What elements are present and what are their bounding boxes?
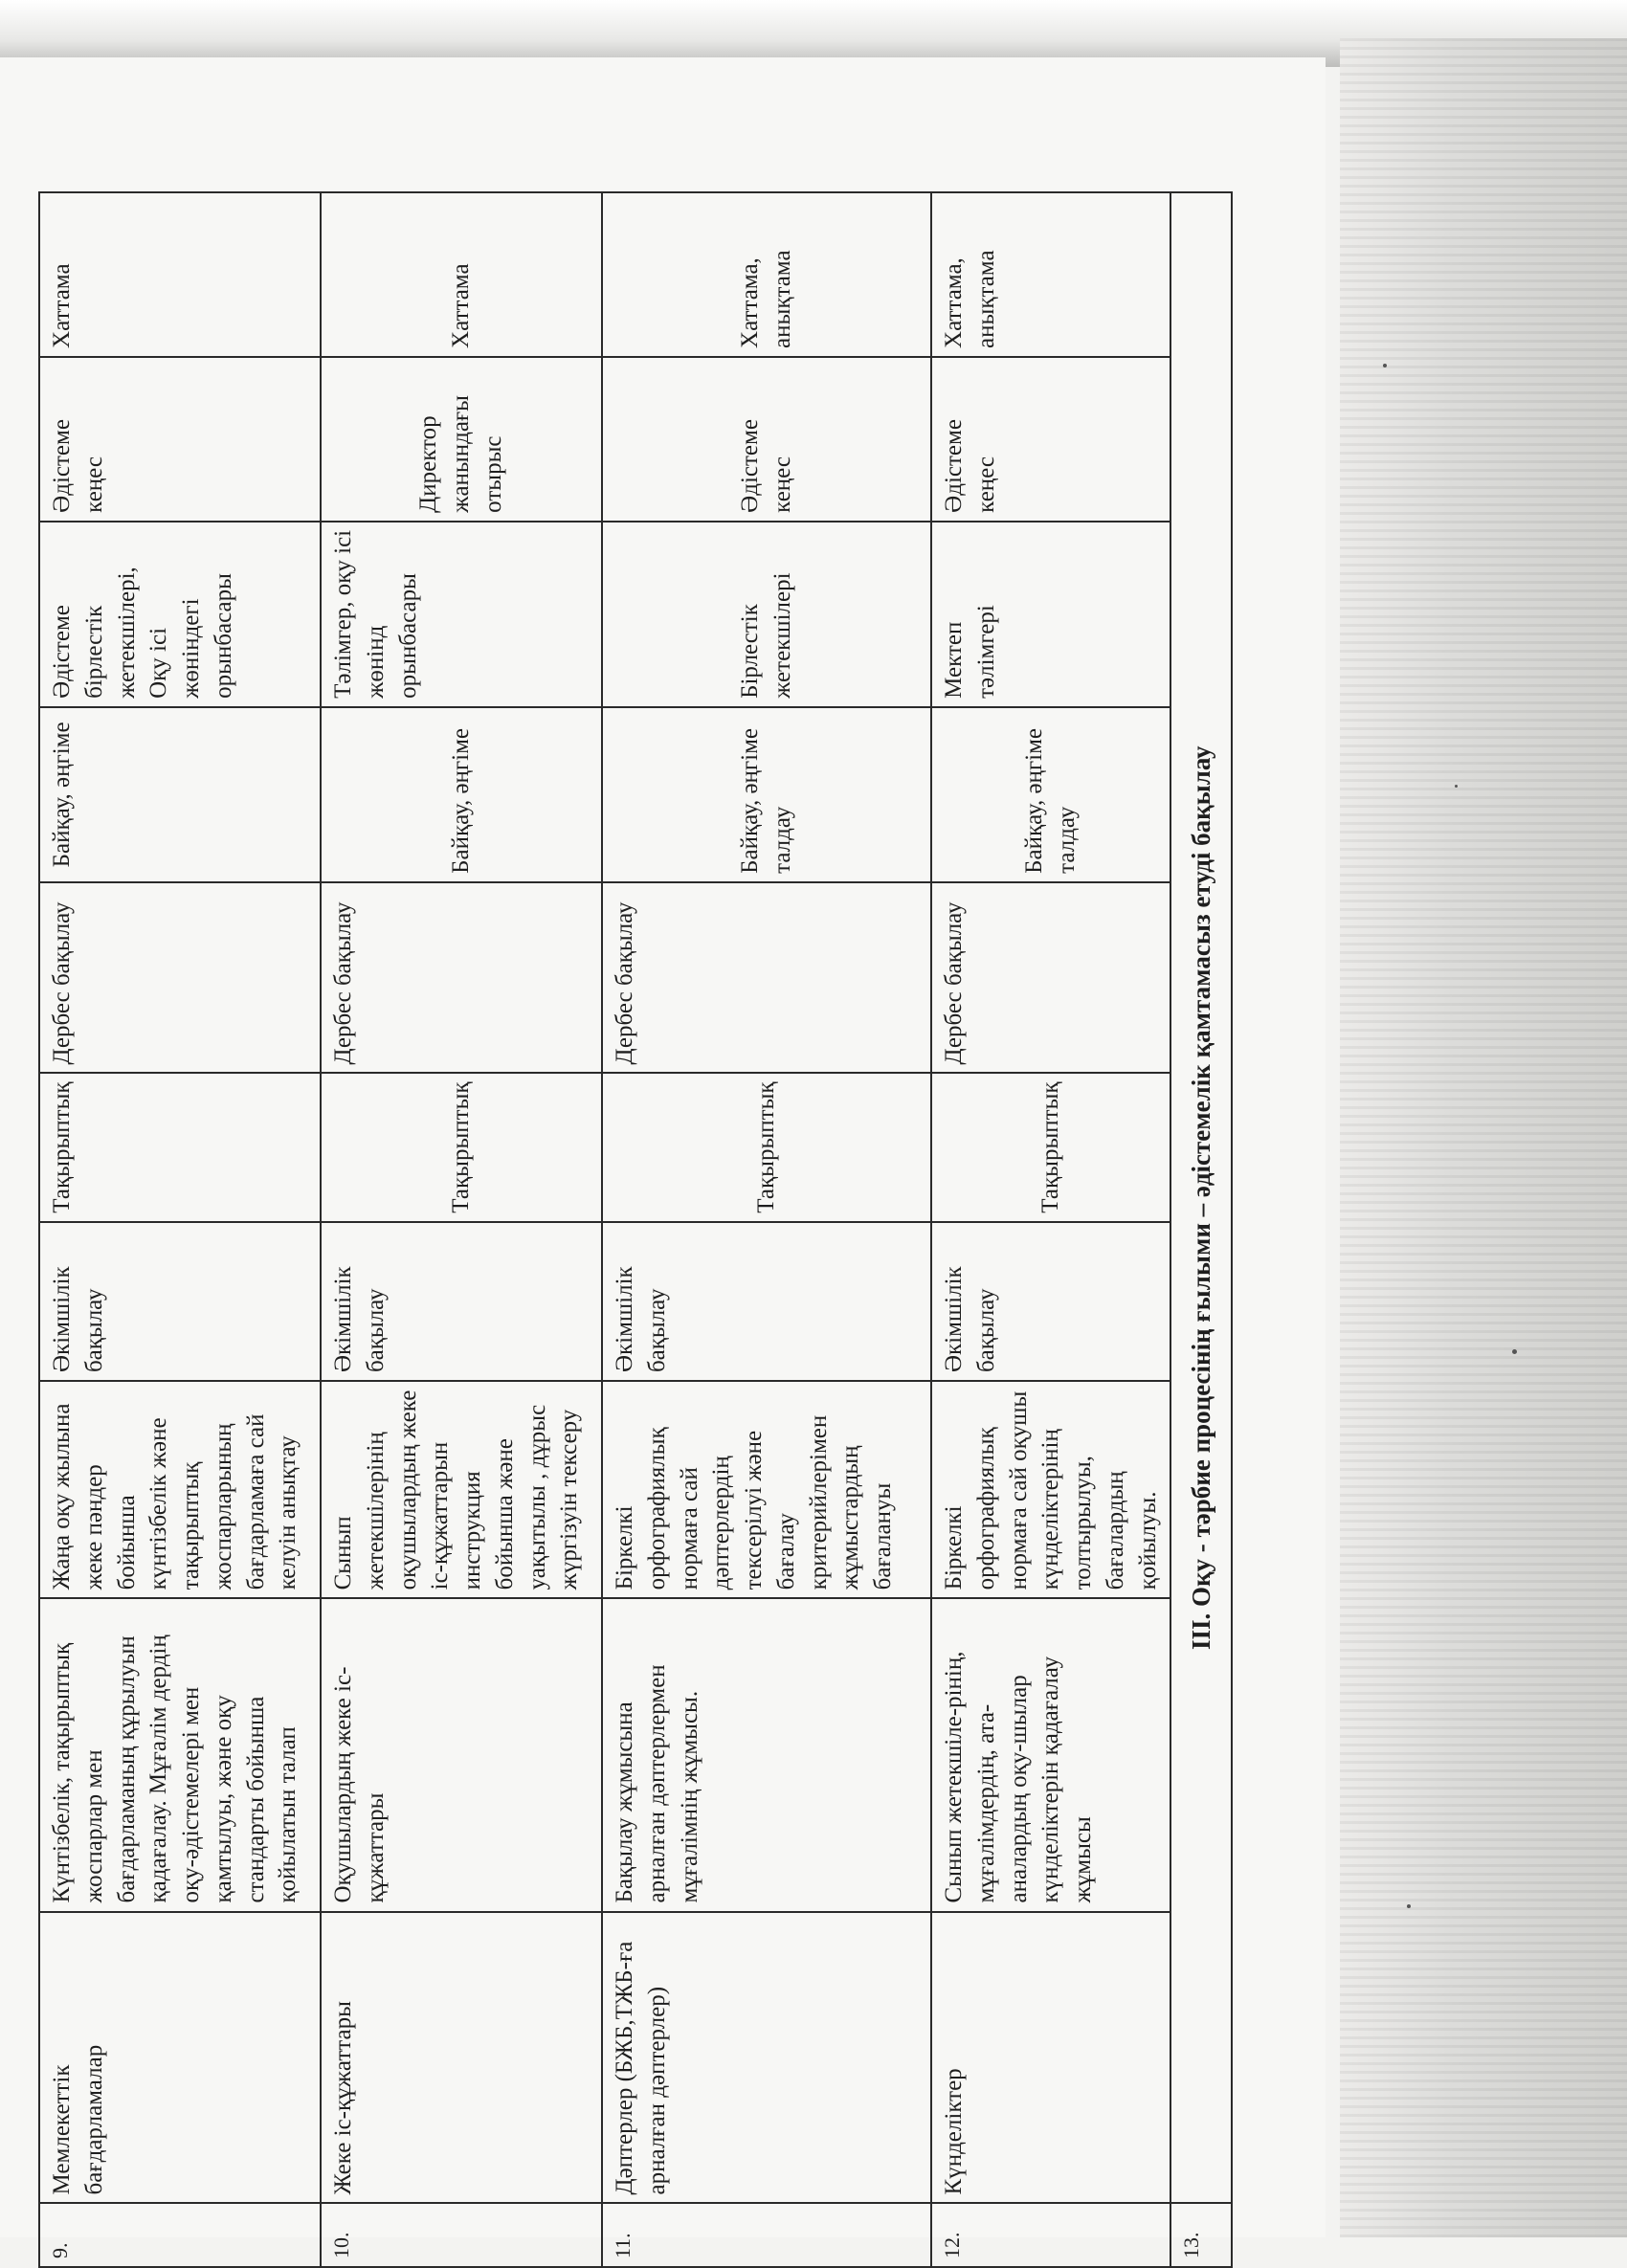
control-technique-cell: Байқау, әңгіме <box>321 707 602 882</box>
table-row-11 <box>602 192 931 2267</box>
row-number: 13. <box>1170 2203 1232 2267</box>
section-row-13 <box>1170 192 1232 2267</box>
result-cell: Хаттама, анықтама <box>602 192 931 357</box>
control-purpose-cell: Сынып жетекшілерінің оқушылардың жеке іс-құжаттарын инструкция бойынша және уақытылы , дұрыс жүргізуін тексеру <box>321 1381 602 1598</box>
control-type-cell: Әкімшілік бақылау <box>39 1222 321 1381</box>
control-plan-table <box>38 191 1233 2268</box>
review-venue-cell: Әдістеме кеңес <box>931 357 1170 522</box>
result-cell: Хаттама <box>39 192 321 357</box>
control-type-cell: Әкімшілік бақылау <box>602 1222 931 1381</box>
scan-speck <box>1407 1904 1411 1908</box>
control-object-cell: Жеке іс-құжаттары <box>321 1912 602 2204</box>
responsible-cell: Тәлімгер, оқу ісі жөнінд орынбасары <box>321 522 602 707</box>
control-object-cell: Күнделіктер <box>931 1912 1170 2204</box>
control-content-cell: Оқушылардың жеке іс-құжаттары <box>321 1598 602 1911</box>
control-technique-cell: Байқау, әңгіме талдау <box>931 707 1170 882</box>
section-heading: ІІІ. Оқу - тәрбие процесінің ғылыми – әдістемелік қамтамасыз етуді бақылау <box>1170 192 1232 2203</box>
control-type-cell: Әкімшілік бақылау <box>931 1222 1170 1381</box>
row-number: 11. <box>602 2203 931 2267</box>
review-venue-cell: Директор жанындағы отырыс <box>321 357 602 522</box>
scanned-page <box>0 57 1326 2258</box>
row-number: 10. <box>321 2203 602 2267</box>
scan-edge-right <box>1340 38 1627 2237</box>
review-venue-cell: Әдістеме кеңес <box>39 357 321 522</box>
responsible-cell: Әдістеме бірлестік жетекшілері, Оқу ісі жөніндегі орынбасары <box>39 522 321 707</box>
control-technique-cell: Байқау, әңгіме талдау <box>602 707 931 882</box>
responsible-cell: Бірлестік жетекшілері <box>602 522 931 707</box>
control-form-cell: Тақырыптық <box>931 1073 1170 1221</box>
control-method-cell: Дербес бақылау <box>321 882 602 1074</box>
scan-speck <box>1455 785 1458 788</box>
row-number: 9. <box>39 2203 321 2267</box>
control-purpose-cell: Біркелкі орфографиялық нормаға сай дәптерлердің тексерілуі және бағалау критерийлерімен жұмыстардың бағалануы <box>602 1381 931 1598</box>
table-row-10 <box>321 192 602 2267</box>
rotated-table-wrapper <box>38 191 1215 2268</box>
control-form-cell: Тақырыптық <box>321 1073 602 1221</box>
scan-speck <box>1383 364 1387 367</box>
review-venue-cell: Әдістеме кеңес <box>602 357 931 522</box>
control-purpose-cell: Біркелкі орфографиялық нормаға сай оқушы күнделіктерінің толтырылуы, бағалардың қойылуы. <box>931 1381 1170 1598</box>
result-cell: Хаттама, анықтама <box>931 192 1170 357</box>
control-type-cell: Әкімшілік бақылау <box>321 1222 602 1381</box>
control-technique-cell: Байқау, әңгіме <box>39 707 321 882</box>
control-method-cell: Дербес бақылау <box>931 882 1170 1074</box>
table-row-9 <box>39 192 321 2267</box>
control-content-cell: Сынып жетекшіле-рінің, мұғалімдердің, ата-аналардың оқу-шылар күнделіктерін қадағалау жұмысы <box>931 1598 1170 1911</box>
control-content-cell: Бақылау жұмысына арналған дәптерлермен мұғалімнің жұмысы. <box>602 1598 931 1911</box>
control-form-cell: Тақырыптық <box>39 1073 321 1221</box>
control-form-cell: Тақырыптық <box>602 1073 931 1221</box>
responsible-cell: Мектеп тәлімгері <box>931 522 1170 707</box>
table-row-12 <box>931 192 1170 2267</box>
control-object-cell: Мемлекеттік бағдарламалар <box>39 1912 321 2204</box>
row-number: 12. <box>931 2203 1170 2267</box>
control-method-cell: Дербес бақылау <box>602 882 931 1074</box>
control-content-cell: Күнтізбелік, тақырыптық жоспарлар мен бағдарламаның құрылуын қадағалау. Мұғалім дердің оқу-әдістемелері мен қамтылуы, және оқу стандарты бойынша қойылатын талап <box>39 1598 321 1911</box>
result-cell: Хаттама <box>321 192 602 357</box>
control-object-cell: Дәптерлер (БЖБ,ТЖБ-ға арналған дәптерлер) <box>602 1912 931 2204</box>
scan-speck <box>1512 1349 1517 1354</box>
control-method-cell: Дербес бақылау <box>39 882 321 1074</box>
control-purpose-cell: Жаңа оқу жылына жеке пәндер бойынша күнтізбелік және тақырыптық жоспарларының бағдарламаға сай келуін анықтау <box>39 1381 321 1598</box>
